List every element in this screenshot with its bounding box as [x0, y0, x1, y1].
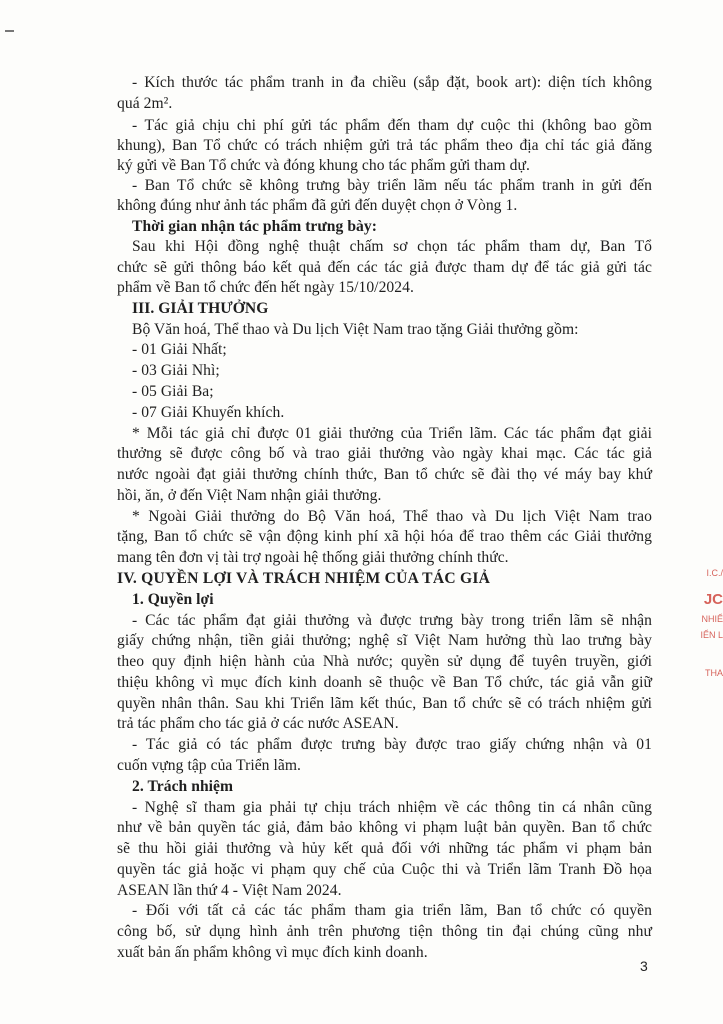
edge-fragment: JC: [703, 591, 723, 608]
text-line: thiệu không vì mục đích kinh doanh sẽ thuộc về Ban Tổ chức, tác giả vẫn giữ: [117, 673, 652, 691]
list-item: - 03 Giải Nhì;: [132, 362, 220, 380]
text-line: - Các tác phẩm đạt giải thưởng và được trưng bày trong triển lãm sẽ nhận: [132, 611, 652, 629]
text-line: hồi, ăn, ở đến Việt Nam nhận giải thưởng.: [117, 486, 382, 504]
text-line: - Tác giả có tác phẩm được trưng bày được trao giấy chứng nhận và 01: [132, 736, 652, 754]
text-line: - Tác giả chịu chi phí gửi tác phẩm đến tham dự cuộc thi (không bao gồm: [132, 116, 652, 134]
text-line: chức sẽ gửi thông báo kết quả đến các tác giả được tham dự để tác giả gửi tác: [117, 259, 652, 277]
text-line: trả tác phẩm cho tác giả ở các nước ASEAN.: [117, 715, 399, 733]
text-line: phẩm về Ban tổ chức đến hết ngày 15/10/2024.: [117, 279, 414, 297]
subsection-heading: 2. Trách nhiệm: [132, 777, 234, 795]
text-line: quyền tác giả hoặc vi phạm quy chế của Cuộc thi và Triển lãm Tranh Đồ họa: [117, 860, 652, 878]
section-heading: IV. QUYỀN LỢI VÀ TRÁCH NHIỆM CỦA TÁC GIẢ: [117, 570, 491, 587]
text-line: công bố, sử dụng hình ảnh trên phương tiện thông tin đại chúng cũng như: [117, 923, 652, 941]
subsection-heading: 1. Quyền lợi: [132, 590, 214, 608]
text-line: Sau khi Hội đồng nghệ thuật chấm sơ chọn tác phẩm tham dự, Ban Tổ: [132, 238, 652, 256]
edge-fragment: NHIỂ: [701, 614, 723, 624]
text-line: Bộ Văn hoá, Thể thao và Du lịch Việt Nam trao tặng Giải thưởng gồm:: [132, 320, 579, 338]
text-line: thưởng sẽ được công bố và trao giải thưởng vào ngày khai mạc. Các tác giả: [117, 445, 652, 463]
text-line: giấy chứng nhận, tiền giải thưởng; nghệ sĩ Việt Nam hưởng thù lao trưng bày: [117, 632, 652, 650]
text-line: quá 2m².: [117, 94, 173, 112]
edge-fragment: THA: [705, 668, 723, 678]
text-line: tặng, Ban tổ chức sẽ vận động kinh phí xã hội hóa để trao thêm các Giải thưởng: [117, 528, 652, 546]
section-subheading: Thời gian nhận tác phẩm trưng bày:: [132, 217, 377, 235]
list-item: - 05 Giải Ba;: [132, 383, 214, 400]
list-item: - 07 Giải Khuyến khích.: [132, 403, 285, 421]
text-line: như về bản quyền tác giả, đảm bảo không vi phạm luật bản quyền. Ban tổ chức: [117, 819, 652, 837]
text-line: xuất bản ấn phẩm không vì mục đích kinh doanh.: [117, 944, 428, 961]
text-line: * Mỗi tác giả chỉ được 01 giải thưởng của Triển lãm. Các tác phẩm đạt giải: [132, 424, 652, 442]
text-line: khung), Ban Tổ chức có trách nhiệm gửi trả tác phẩm theo địa chỉ tác giả đăng: [117, 137, 652, 155]
text-line: quyền nhân thân. Sau khi Triển lãm kết thúc, Ban tổ chức sẽ có trách nhiệm gửi: [117, 694, 652, 712]
edge-fragment: I.C./: [706, 568, 723, 578]
text-line: mang tên đơn vị tài trợ ngoài hệ thống giải thưởng chính thức.: [117, 549, 509, 567]
text-line: ký gửi về Ban Tổ chức và đóng khung cho tác phẩm gửi tham dự.: [117, 157, 530, 175]
text-line: - Kích thước tác phẩm tranh in đa chiều (sắp đặt, book art): diện tích không: [132, 74, 652, 91]
edge-fragment: IỂN L: [700, 630, 723, 640]
text-line: nước ngoài đạt giải thưởng chính thức, Ban tổ chức sẽ đài thọ vé máy bay khứ: [117, 466, 652, 484]
page-number: 3: [640, 958, 648, 974]
scan-mark: [5, 30, 14, 32]
text-line: sẽ thu hồi giải thưởng và hủy kết quả đối với những tác phẩm vi phạm bản: [117, 840, 652, 858]
text-line: * Ngoài Giải thưởng do Bộ Văn hoá, Thể thao và Du lịch Việt Nam trao: [132, 507, 652, 525]
text-line: - Ban Tổ chức sẽ không trưng bày triển lãm nếu tác phẩm tranh in gửi đến: [132, 177, 652, 194]
text-line: theo quy định hiện hành của Nhà nước; quyền sử dụng để tuyên truyền, giới: [117, 653, 652, 671]
text-line: - Đối với tất cả các tác phẩm tham gia triển lãm, Ban tổ chức có quyền: [132, 902, 652, 920]
text-line: cuốn vựng tập của Triển lãm.: [117, 757, 301, 774]
section-heading: III. GIẢI THƯỞNG: [132, 299, 269, 317]
list-item: - 01 Giải Nhất;: [132, 341, 227, 359]
text-line: ASEAN lần thứ 4 - Việt Nam 2024.: [117, 881, 342, 899]
text-line: - Nghệ sĩ tham gia phải tự chịu trách nhiệm về các thông tin cá nhân cũng: [132, 798, 652, 816]
text-line: không đúng như ảnh tác phẩm đã gửi đến duyệt chọn ở Vòng 1.: [117, 196, 518, 214]
